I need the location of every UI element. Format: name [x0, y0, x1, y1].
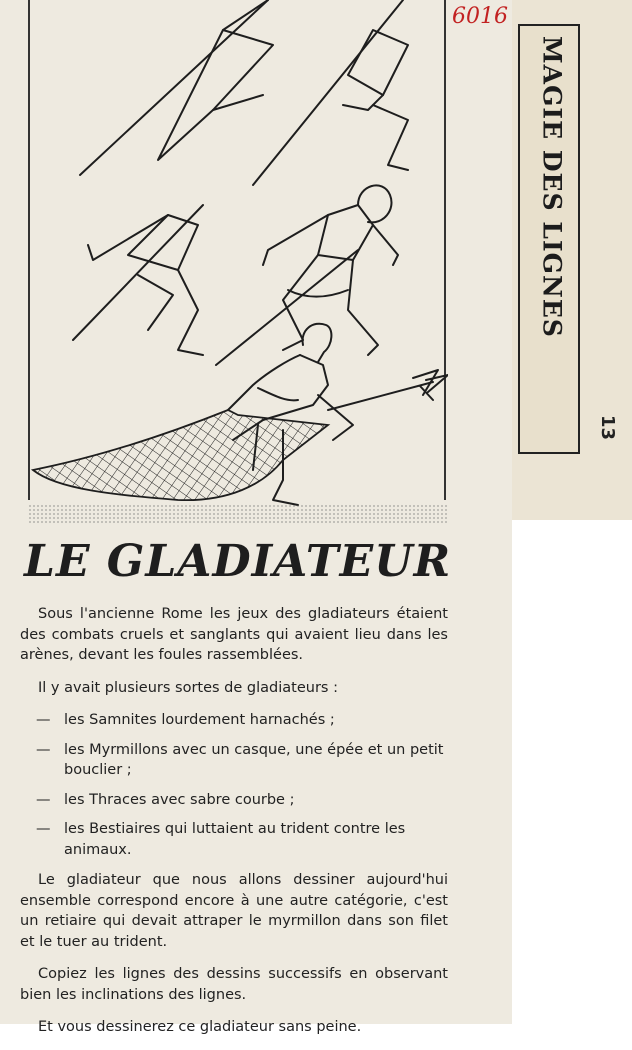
instructions-paragraph: Copiez les lignes des dessins successifs en observant bien les inclinations des lignes. — [20, 966, 448, 1003]
list-item: — les Bestiaires qui luttaient au trident contre les animaux. — [36, 821, 406, 858]
lead-paragraph: Il y avait plusieurs sortes de gladiateurs : — [38, 679, 338, 696]
step-1-figure — [80, 0, 273, 175]
side-title: MAGIE DES LIGNES — [537, 36, 567, 338]
step-3-figure — [73, 205, 203, 355]
intro-paragraph: Sous l'ancienne Rome les jeux des gladiateurs étaient des combats cruels et sanglants qui avaient lieu dans les arènes, devant les foules rassemblées. — [20, 606, 448, 663]
list-item: — les Myrmillons avec un casque, une épée et un petit bouclier ; — [36, 741, 444, 778]
gladiator-types-list — [20, 710, 448, 860]
retiarius-paragraph: Le gladiateur que nous allons dessiner aujourd'hui ensemble correspond encore à une autre catégorie, c'est un retiaire qui devait attraper le myrmillon dans son filet et le tuer au trident. — [20, 872, 448, 950]
article-title: LE GLADIATEUR — [24, 536, 452, 587]
ground-dots — [28, 503, 448, 525]
handwritten-annotation: 6016 — [452, 4, 508, 29]
gladiator-step-drawings — [28, 0, 448, 525]
net-drawing — [33, 410, 328, 500]
article-body — [20, 604, 448, 1050]
list-item: — les Samnites lourdement harnachés ; — [36, 712, 335, 728]
step-4-figure — [216, 185, 398, 365]
page-number: 13 — [597, 415, 618, 441]
list-item: — les Thraces avec sabre courbe ; — [36, 791, 295, 808]
closing-paragraph: Et vous dessinerez ce gladiateur sans peine. — [38, 1019, 362, 1035]
step-2-figure — [253, 0, 408, 185]
